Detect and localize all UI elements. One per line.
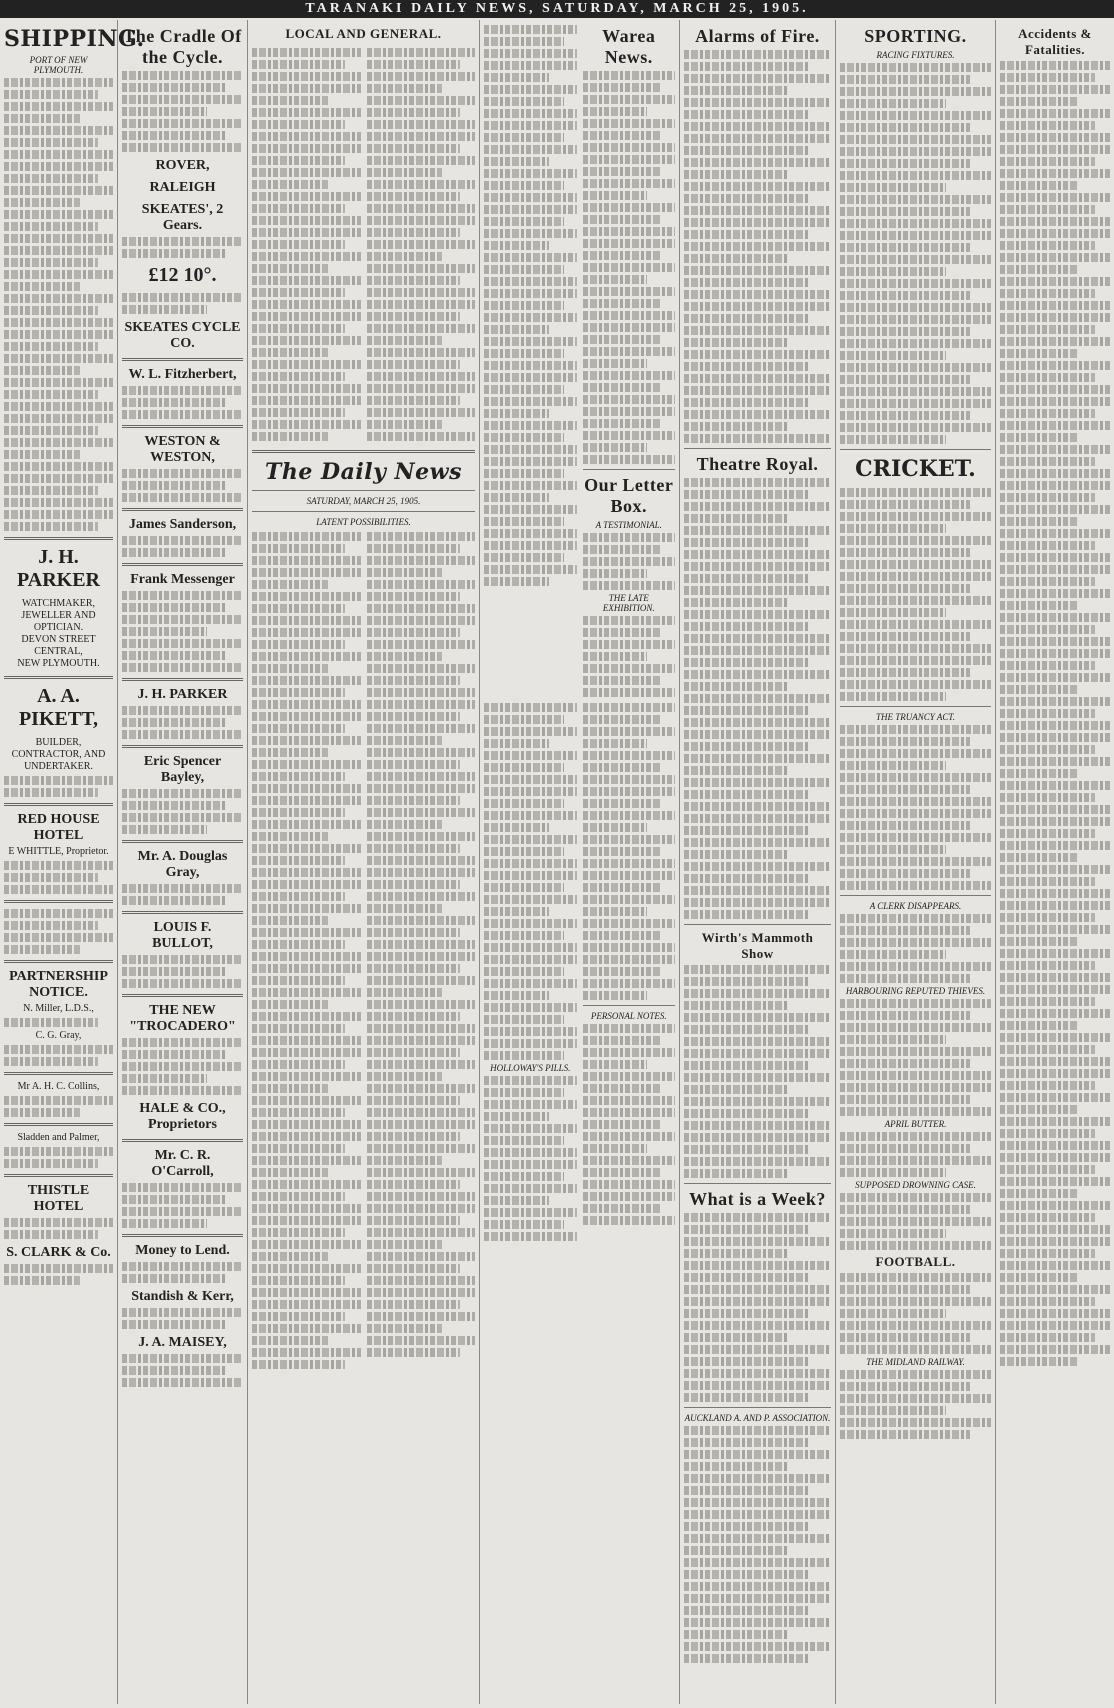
bullot-name: LOUIS F. BULLOT,	[152, 920, 213, 951]
daily-news-title: The Daily News	[265, 459, 462, 485]
butter-heading: APRIL BUTTER.	[884, 1119, 947, 1129]
port-subheading: PORT OF NEW PLYMOUTH.	[29, 55, 88, 75]
rover-name: ROVER,	[155, 158, 210, 173]
parker2-name: J. H. PARKER	[137, 687, 228, 702]
midland-heading: THE MIDLAND RAILWAY.	[866, 1357, 965, 1367]
parker-name: J. H. PARKER	[17, 546, 100, 591]
personal-heading: PERSONAL NOTES.	[590, 1011, 667, 1021]
column-4	[480, 20, 680, 1704]
partnership-heading: PARTNERSHIP NOTICE.	[9, 969, 108, 1000]
column-2	[118, 20, 248, 1704]
price: £12 10°.	[148, 264, 217, 286]
carroll-name: Mr. C. R. O'Carroll,	[151, 1148, 214, 1179]
gray-name: C. G. Gray,	[35, 1030, 82, 1041]
parker-town: NEW PLYMOUTH.	[17, 658, 100, 669]
harbouring-heading: HARBOURING REPUTED THIEVES.	[845, 986, 986, 996]
parker-trade: WATCHMAKER, JEWELLER AND OPTICIAN.	[21, 598, 96, 633]
latent-heading: LATENT POSSIBILITIES.	[316, 517, 411, 527]
bayley-name: Eric Spencer Bayley,	[143, 754, 222, 785]
column-5	[680, 20, 836, 1704]
accidents-heading: Accidents & Fatalities.	[1018, 26, 1092, 57]
thistle-name: THISTLE HOTEL	[27, 1183, 90, 1214]
shipping-heading: SHIPPING.	[4, 26, 145, 52]
warea-heading: Warea News.	[602, 26, 656, 67]
exhibition-heading: THE LATE EXHIBITION.	[602, 593, 655, 613]
collins-name: Mr A. H. C. Collins,	[17, 1081, 100, 1092]
maisey-name: J. A. MAISEY,	[138, 1335, 227, 1350]
wirth-heading: Wirth's Mammoth Show	[701, 930, 814, 961]
hale-name: HALE & CO., Proprietors	[139, 1101, 226, 1132]
raleigh-name: RALEIGH	[149, 180, 216, 195]
holloway-heading: HOLLOWAY'S PILLS.	[490, 1063, 571, 1073]
clerk-heading: A CLERK DISAPPEARS.	[869, 901, 962, 911]
skeates2-name: SKEATES', 2 Gears.	[141, 202, 224, 233]
cricket-heading: CRICKET.	[855, 456, 976, 482]
sladden-name: Sladden and Palmer,	[17, 1132, 100, 1143]
messenger-name: Frank Messenger	[130, 572, 235, 587]
masthead: TARANAKI DAILY NEWS, SATURDAY, MARCH 25, 1905.	[0, 0, 1114, 18]
pikett-trade: BUILDER, CONTRACTOR, AND UNDERTAKER.	[11, 737, 106, 772]
racing-heading: RACING FIXTURES.	[876, 50, 955, 60]
parker-street: DEVON STREET CENTRAL,	[21, 634, 96, 657]
pikett-name: A. A. PIKETT,	[18, 685, 99, 730]
fitzherbert-name: W. L. Fitzherbert,	[128, 367, 237, 382]
column-3	[248, 20, 480, 1704]
douglas-name: Mr. A. Douglas Gray,	[137, 849, 228, 880]
drowning-heading: SUPPOSED DROWNING CASE.	[855, 1180, 976, 1190]
issue-date: SATURDAY, MARCH 25, 1905.	[306, 496, 421, 506]
whittle-name: E WHITTLE, Proprietor.	[8, 846, 109, 857]
testimonial-heading: A TESTIMONIAL.	[595, 520, 662, 530]
auckland-heading: AUCKLAND A. AND P. ASSOCIATION.	[684, 1413, 831, 1423]
local-general-heading: LOCAL AND GENERAL.	[285, 26, 442, 41]
trocadero-name: THE NEW "TROCADERO"	[129, 1003, 236, 1034]
cradle-heading: The Cradle Of the Cycle.	[123, 26, 242, 67]
theatre-heading: Theatre Royal.	[696, 454, 819, 474]
alarms-heading: Alarms of Fire.	[695, 26, 820, 46]
sporting-heading: SPORTING.	[864, 26, 967, 46]
column-7	[996, 20, 1114, 1704]
column-6	[836, 20, 996, 1704]
miller-name: N. Miller, L.D.S.,	[23, 1003, 94, 1014]
letter-heading: Our Letter Box.	[584, 475, 674, 516]
redhouse-name: RED HOUSE HOTEL	[17, 812, 100, 843]
week-heading: What is a Week?	[689, 1189, 826, 1209]
sanderson-name: James Sanderson,	[128, 517, 237, 532]
standish-name: Standish & Kerr,	[131, 1289, 234, 1304]
money-heading: Money to Lend.	[135, 1243, 230, 1258]
column-1	[0, 20, 145, 1704]
skeates-co-name: SKEATES CYCLE CO.	[124, 320, 241, 351]
clark-name: S. CLARK & Co.	[6, 1245, 111, 1260]
truancy-heading: THE TRUANCY ACT.	[876, 712, 955, 722]
football-heading: FOOTBALL.	[875, 1254, 956, 1269]
weston-name: WESTON & WESTON,	[144, 434, 221, 465]
